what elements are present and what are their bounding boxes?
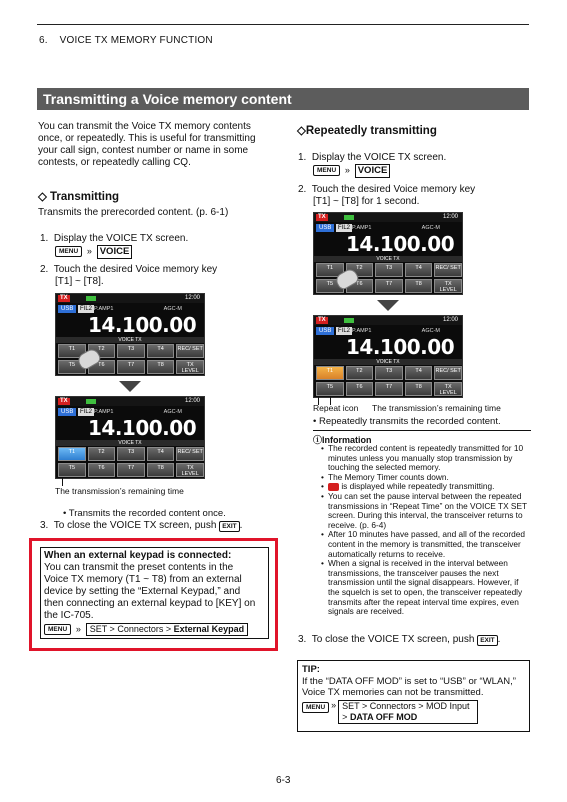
information-heading: ⓘInformation (313, 435, 372, 445)
step-number: 3. (298, 634, 307, 645)
menu-key[interactable]: MENU (313, 165, 340, 176)
memory-key-t8[interactable]: T8 (405, 382, 433, 396)
step-text: To close the VOICE TX screen, push (53, 520, 217, 531)
step-text: Display the VOICE TX screen. (311, 152, 447, 163)
voice-tx-screen-repeating (313, 315, 463, 398)
right-step-1 (298, 152, 446, 164)
memory-key-t1[interactable]: T1 (58, 344, 86, 358)
path-text: SET > Connectors > MOD Input (342, 700, 470, 711)
tx-level-key[interactable]: TX LEVEL (176, 463, 204, 477)
step-text: Touch the desired Voice memory key (53, 264, 218, 275)
separator: » (75, 624, 81, 634)
page-number: 6-3 (276, 775, 291, 786)
note-line: then connecting an external keypad to [KEY] on (44, 598, 256, 609)
memory-key-t2[interactable]: T2 (88, 344, 116, 358)
memory-key-t6[interactable]: T6 (88, 360, 116, 374)
memory-key-t2[interactable]: T2 (346, 263, 374, 277)
note-line: Voice TX memory (T1 ~ T8) from an external (44, 574, 242, 585)
intro-line: once, or repeatedly. This is useful for transmitting (38, 133, 256, 144)
memory-key-t5[interactable]: T5 (316, 382, 344, 396)
rec-set-key[interactable]: REC/ SET (434, 366, 462, 380)
memory-key-t8[interactable]: T8 (147, 360, 175, 374)
agc-label: AGC-M (421, 328, 440, 334)
memory-key-t8[interactable]: T8 (147, 463, 175, 477)
down-arrow-icon (377, 300, 399, 311)
step-text: [T1] ~ [T8] for 1 second. (313, 196, 420, 207)
info-item: • The Memory Timer counts down. (328, 473, 532, 483)
down-arrow-icon (119, 381, 141, 392)
memory-key-t4[interactable]: T4 (405, 263, 433, 277)
frequency-readout: 14.100.00 (346, 232, 455, 256)
frequency-readout: 14.100.00 (88, 416, 197, 440)
mode-badge: USB (58, 408, 76, 416)
transmit-once-note: • Transmits the recorded content once. (63, 508, 226, 519)
filter-badge: FIL2 (338, 328, 351, 334)
filter-badge: FIL2 (80, 306, 93, 312)
repeat-icon-caption: Repeat icon (313, 403, 359, 413)
voice-button[interactable]: VOICE (355, 164, 391, 178)
note-line: You can transmit the preset contents in the (44, 562, 234, 573)
step-text: [T1] ~ [T8]. (55, 276, 104, 287)
voice-tx-label: VOICE TX (314, 256, 462, 262)
mode-badge: USB (58, 305, 76, 313)
separator: » (344, 165, 350, 175)
voice-tx-screen (55, 293, 205, 376)
memory-key-t7[interactable]: T7 (375, 382, 403, 396)
tx-level-key[interactable]: TX LEVEL (434, 382, 462, 396)
menu-key[interactable]: MENU (302, 702, 329, 713)
battery-icon (86, 296, 96, 301)
repeat-transmit-note: • Repeatedly transmits the recorded content. (313, 416, 501, 427)
memory-key-t7[interactable]: T7 (375, 279, 403, 293)
exit-key[interactable]: EXIT (219, 521, 239, 532)
period: . (239, 520, 243, 531)
memory-key-t2[interactable]: T2 (88, 447, 116, 461)
memory-key-t8[interactable]: T8 (405, 279, 433, 293)
voice-button[interactable]: VOICE (97, 245, 133, 259)
memory-key-t1[interactable]: T1 (58, 447, 86, 461)
voice-tx-label: VOICE TX (56, 440, 204, 446)
mode-badge: USB (316, 327, 334, 335)
memory-key-t5[interactable]: T5 (58, 463, 86, 477)
memory-key-t4[interactable]: T4 (147, 344, 175, 358)
tx-badge: TX (318, 317, 326, 323)
tx-level-key[interactable]: TX LEVEL (176, 360, 204, 374)
left-step-2 (40, 264, 217, 276)
memory-key-t7[interactable]: T7 (117, 360, 145, 374)
right-step-1-keys (313, 164, 390, 178)
header-rule (37, 24, 529, 25)
battery-icon (344, 318, 354, 323)
mode-badge: USB (316, 224, 334, 232)
status-bar (56, 294, 204, 303)
memory-key-t6[interactable]: T6 (88, 463, 116, 477)
memory-key-t3[interactable]: T3 (375, 366, 403, 380)
memory-key-t6[interactable]: T6 (346, 382, 374, 396)
chapter-title: VOICE TX MEMORY FUNCTION (59, 35, 213, 46)
chapter-number: 6. (39, 35, 48, 46)
external-keypad-note (40, 547, 269, 639)
memory-keys (58, 447, 204, 477)
memory-key-t1[interactable]: T1 (316, 263, 344, 277)
remaining-time-caption: The transmission’s remaining time (55, 486, 184, 496)
agc-label: AGC-M (163, 306, 182, 312)
transmitting-subtitle: Transmits the prerecorded content. (p. 6-1) (38, 207, 229, 218)
voice-tx-label: VOICE TX (314, 359, 462, 365)
status-bar (314, 316, 462, 325)
external-keypad-callout (29, 538, 278, 651)
battery-icon (86, 399, 96, 404)
rec-set-key[interactable]: REC/ SET (176, 447, 204, 461)
separator: » (331, 699, 337, 710)
settings-path (86, 623, 248, 636)
status-bar (56, 397, 204, 406)
memory-key-t5[interactable]: T5 (58, 360, 86, 374)
note-line: device by setting the “External Keypad,” and (44, 586, 241, 597)
frequency-readout: 14.100.00 (346, 335, 455, 359)
info-item: • You can set the pause interval between the repeated transmissions in “Repeat Time” on the VOICE TX SET screen. During this interval, the transceiver returns to receive. (p. 6-4) (328, 492, 532, 530)
intro-line: You can transmit the Voice TX memory contents (38, 121, 251, 132)
memory-key-t3[interactable]: T3 (117, 447, 145, 461)
intro-line: contests, or repeatedly calling CQ. (38, 157, 191, 168)
info-item: • When a signal is received in the interval between transmissions, the transceiver pauses the next transmission until the signal disappears. However, if the squelch is set to open, the transceiver repeatedly transmits after the repeat interval time expires, even signals are received. (328, 559, 532, 617)
left-step-1 (40, 233, 188, 245)
information-list (320, 444, 532, 617)
path-text: SET > Connectors > (89, 624, 172, 634)
menu-key[interactable]: MENU (55, 246, 82, 257)
step-number: 1. (298, 152, 307, 163)
step-text: To close the VOICE TX screen, push (311, 634, 475, 645)
step-text: Display the VOICE TX screen. (53, 233, 189, 244)
battery-icon (344, 215, 354, 220)
agc-label: AGC-M (163, 409, 182, 415)
voice-tx-screen (313, 212, 463, 295)
repeat-heading: ◇Repeatedly transmitting (297, 125, 437, 137)
intro-paragraph (38, 121, 283, 169)
right-step-3 (298, 634, 500, 646)
preamp-label: P.AMP1 (352, 328, 372, 334)
exit-key[interactable]: EXIT (477, 635, 497, 646)
memory-key-t3[interactable]: T3 (375, 263, 403, 277)
clock: 12:00 (442, 214, 458, 220)
rec-set-key[interactable]: REC/ SET (434, 263, 462, 277)
memory-key-t1[interactable]: T1 (316, 366, 344, 380)
frequency-readout: 14.100.00 (88, 313, 197, 337)
memory-key-t7[interactable]: T7 (117, 463, 145, 477)
info-rule (313, 430, 531, 431)
tx-badge: TX (60, 295, 68, 301)
preamp-label: P.AMP1 (94, 409, 114, 415)
transmitting-heading: ◇ Transmitting (38, 191, 120, 203)
step-number: 2. (40, 264, 49, 275)
info-item: • After 10 minutes have passed, and all of the recorded content in the memory is transmitted, the transceiver automatically returns to receive. (328, 530, 532, 559)
step-number: 2. (298, 184, 307, 195)
rec-set-key[interactable]: REC/ SET (176, 344, 204, 358)
step-text: Touch the desired Voice memory key (311, 184, 476, 195)
step-number: 3. (40, 520, 49, 531)
settings-path (338, 700, 478, 724)
memory-key-t5[interactable]: T5 (316, 279, 344, 293)
tip-box (297, 660, 530, 732)
memory-key-t4[interactable]: T4 (147, 447, 175, 461)
repeat-icon (328, 483, 339, 491)
remaining-time-caption: The transmission’s remaining time (372, 403, 501, 413)
chapter-header (39, 35, 213, 46)
filter-badge: FIL2 (338, 225, 351, 231)
note-path (44, 623, 265, 636)
left-step-3 (40, 520, 242, 532)
memory-key-t6[interactable]: T6 (346, 279, 374, 293)
step-number: 1. (40, 233, 49, 244)
intro-line: your call sign, contest number or name in some (38, 145, 249, 156)
memory-key-t2[interactable]: T2 (346, 366, 374, 380)
path-text: > (342, 711, 348, 722)
path-bold: External Keypad (173, 624, 245, 634)
memory-key-t4[interactable]: T4 (405, 366, 433, 380)
note-title: When an external keypad is connected: (44, 550, 232, 561)
memory-key-t3[interactable]: T3 (117, 344, 145, 358)
voice-tx-label: VOICE TX (56, 337, 204, 343)
tx-badge: TX (60, 398, 68, 404)
separator: » (86, 246, 92, 256)
preamp-label: P.AMP1 (94, 306, 114, 312)
path-bold: DATA OFF MOD (349, 711, 418, 722)
right-step-2 (298, 184, 475, 196)
note-line: the IC-705. (44, 610, 94, 621)
tip-line: Voice TX memories can not be transmitted. (302, 687, 484, 698)
tx-badge: TX (318, 214, 326, 220)
clock: 12:00 (184, 295, 200, 301)
clock: 12:00 (442, 317, 458, 323)
info-text: is displayed while repeatedly transmitting. (341, 481, 495, 492)
menu-key[interactable]: MENU (44, 624, 71, 635)
memory-keys (316, 366, 462, 396)
agc-label: AGC-M (421, 225, 440, 231)
period: . (497, 634, 501, 645)
preamp-label: P.AMP1 (352, 225, 372, 231)
filter-badge: FIL2 (80, 409, 93, 415)
info-item: • The recorded content is repeatedly transmitted for 10 minutes unless you manually stop transmission by touching the selected memory. (328, 444, 532, 473)
status-bar (314, 213, 462, 222)
tx-level-key[interactable]: TX LEVEL (434, 279, 462, 293)
left-step-1-keys (55, 245, 132, 259)
tip-line: If the “DATA OFF MOD” is set to “USB” or “WLAN,” (302, 675, 516, 687)
tip-path (302, 700, 525, 724)
section-banner: Transmitting a Voice memory content (37, 88, 529, 110)
voice-tx-screen-transmitting (55, 396, 205, 479)
tip-title: TIP: (302, 664, 320, 675)
clock: 12:00 (184, 398, 200, 404)
